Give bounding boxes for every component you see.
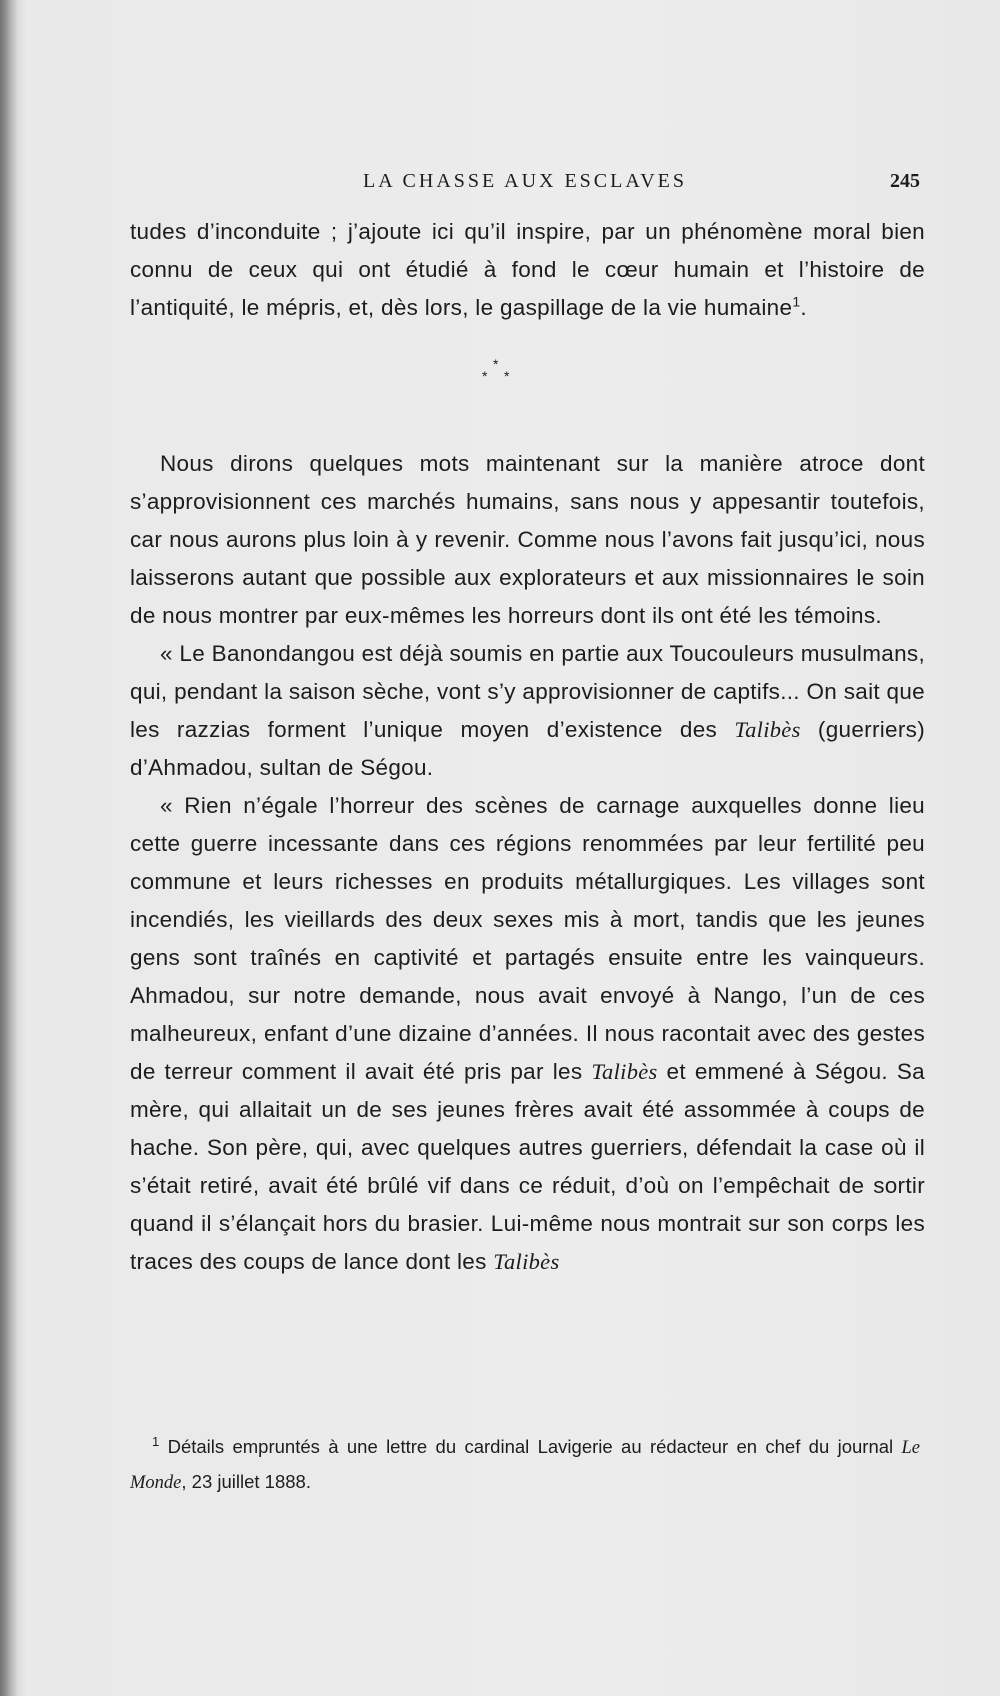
asterism-star-right: * [504, 368, 510, 384]
running-head [130, 170, 920, 200]
paragraph-2: Nous dirons quelques mots maintenant sur la manière atroce dont s’approvisionnent ces marchés humains, sans nous y appesantir toutefois, car nous aurons plus loin à y revenir. Comme nous l’avons fait jusqu’ici, nous laisserons autant que possible aux explorateurs et aux missionnaires le soin de nous montrer par eux-mêmes les horreurs dont ils ont été les témoins. [130, 451, 925, 628]
paragraph-1-end: . [800, 295, 807, 320]
footnote-reference: 1 [792, 293, 801, 310]
italic-term: Talibès [591, 1059, 658, 1084]
footnote-italic-title: Le Monde [130, 1438, 920, 1493]
paragraph-3 [130, 635, 925, 787]
paragraph-continued [130, 213, 925, 327]
paragraph-3-text-a: « Le Banondangou est déjà soumis en partie aux Toucouleurs musulmans, qui, pendant la saison sèche, vont s’y approvisionner de captifs... On sait que les razzias forment l’unique moyen d’existence des [130, 641, 925, 742]
footnote-text-a: Détails empruntés à une lettre du cardinal Lavigerie au rédacteur en chef du journal [159, 1436, 902, 1457]
binding-shadow [0, 0, 18, 1696]
paragraph-3-text-b: (guerriers) d’Ahmadou, sultan de Ségou. [130, 717, 925, 780]
footnote-marker: 1 [152, 1433, 160, 1449]
paragraph-1-text: tudes d’inconduite ; j’ajoute ici qu’il inspire, par un phénomène moral bien connu de ceux qui ont étudié à fond le cœur humain et l’histoire de l’antiquité, le mépris, et, dès lors, le gaspillage de la vie humaine [130, 219, 925, 320]
footnote [130, 1430, 920, 1500]
running-title: LA CHASSE AUX ESCLAVES [362, 170, 688, 192]
footnote-text-b: , 23 juillet 1888. [181, 1471, 311, 1492]
paragraph-4-text-b: et emmené à Ségou. Sa mère, qui allaitait un de ses jeunes frères avait été assommée à coups de hache. Son père, qui, avec quelques autres guerriers, défendait la case où il s’était retiré, avait été brûlé vif dans ce réduit, d’où on l’empêchait de sortir quand il s’élançait hors du brasier. Lui-même nous montrait sur son corps les traces des coups de lance dont les [130, 1059, 925, 1274]
asterism-star-left: * [482, 368, 488, 384]
paragraph-4 [130, 787, 925, 1281]
italic-term: Talibès [734, 717, 801, 742]
body-text [130, 213, 925, 1281]
paragraph-4-text-a: « Rien n’égale l’horreur des scènes de carnage auxquelles donne lieu cette guerre incessante dans ces régions renommées par leur fertilité peu commune et leurs richesses en produits métallurgiques. Les villages sont incendiés, les vieillards des deux sexes mis à mort, tandis que les jeunes gens sont traînés en captivité et partagés ensuite entre les vainqueurs. Ahmadou, sur notre demande, nous avait envoyé à Nango, l’un de ces malheureux, enfant d’une dizaine d’années. Il nous racontait avec des gestes de terreur comment il avait été pris par les [130, 793, 925, 1084]
italic-term: Talibès [493, 1249, 560, 1274]
page-number: 245 [890, 170, 920, 192]
asterism-star-top: * [493, 356, 499, 372]
section-asterism [130, 327, 925, 445]
